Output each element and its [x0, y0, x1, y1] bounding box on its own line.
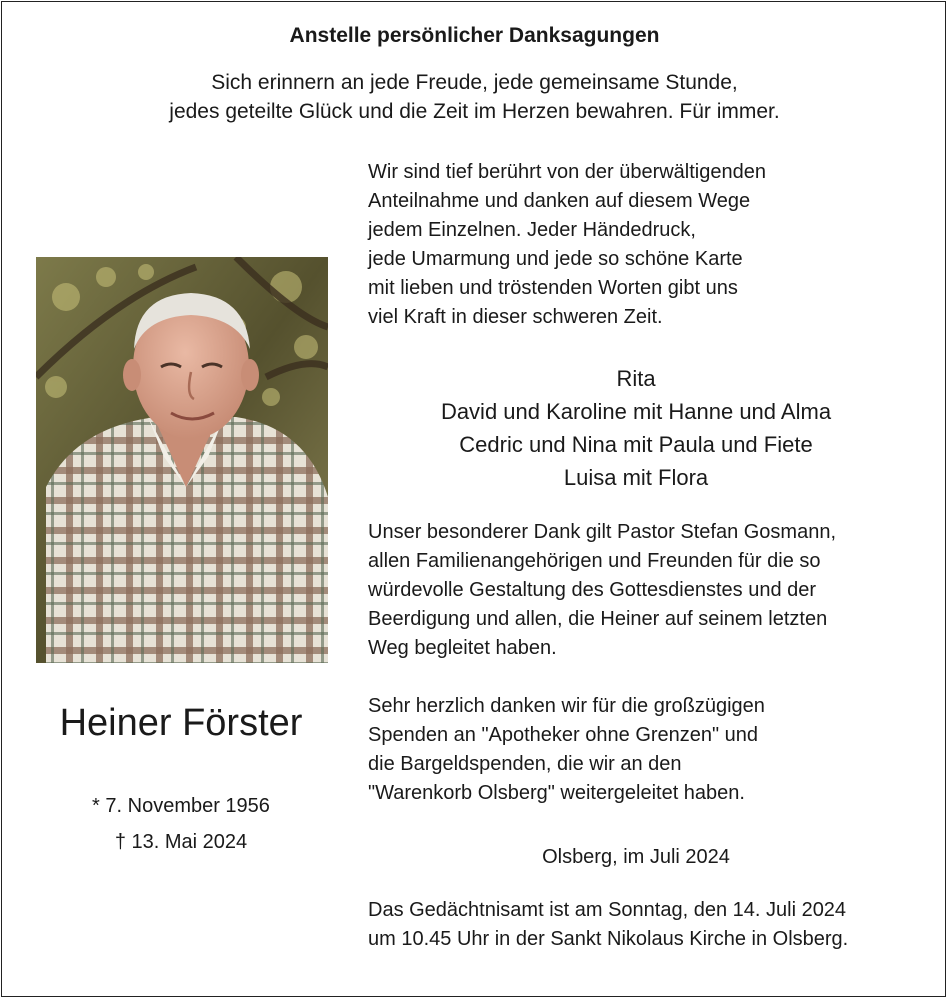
family-names: [336, 362, 936, 494]
special-thanks-line: Unser besonderer Dank gilt Pastor Stefan Gosmann,: [368, 521, 837, 543]
life-dates: [0, 788, 362, 860]
place-date: Olsberg, im Juli 2024: [542, 846, 730, 868]
special-thanks-line: würdevolle Gestaltung des Gottesdienstes und der: [368, 579, 817, 601]
donations-paragraph: [368, 692, 928, 808]
memorial-line: Das Gedächtnisamt ist am Sonntag, den 14. Juli 2024: [368, 899, 847, 921]
birth-date: * 7. November 1956: [92, 795, 270, 817]
thanks-line: jede Umarmung und jede so schöne Karte: [368, 248, 743, 270]
deceased-name: Heiner Förster: [59, 702, 303, 744]
memorial-quote: [0, 68, 949, 126]
portrait-photo: [36, 257, 328, 663]
quote-line: jedes geteilte Glück und die Zeit im Herzen bewahren. Für immer.: [169, 100, 780, 123]
thanks-line: jedem Einzelnen. Jeder Händedruck,: [368, 219, 696, 241]
death-date: † 13. Mai 2024: [114, 831, 248, 853]
memorial-line: um 10.45 Uhr in der Sankt Nikolaus Kirche in Olsberg.: [368, 928, 849, 950]
special-thanks-line: Beerdigung und allen, die Heiner auf seinem letzten: [368, 608, 828, 630]
quote-line: Sich erinnern an jede Freude, jede gemeinsame Stunde,: [211, 71, 738, 94]
family-line: Luisa mit Flora: [563, 465, 709, 490]
family-line: David und Karoline mit Hanne und Alma: [440, 399, 832, 424]
memorial-service-paragraph: [368, 896, 928, 954]
notice-heading: Anstelle persönlicher Danksagungen: [289, 24, 660, 47]
donations-line: Spenden an "Apotheker ohne Grenzen" und: [368, 724, 759, 746]
donations-line: "Warenkorb Olsberg" weitergeleitet haben.: [368, 782, 745, 804]
thanks-line: mit lieben und tröstenden Worten gibt uns: [368, 277, 738, 299]
thanks-line: Anteilnahme und danken auf diesem Wege: [368, 190, 751, 212]
donations-line: Sehr herzlich danken wir für die großzügigen: [368, 695, 765, 717]
special-thanks-line: Weg begleitet haben.: [368, 637, 557, 659]
special-thanks-line: allen Familienangehörigen und Freunden für die so: [368, 550, 821, 572]
special-thanks-paragraph: [368, 518, 928, 663]
family-line: Cedric und Nina mit Paula und Fiete: [459, 432, 813, 457]
donations-line: die Bargeldspenden, die wir an den: [368, 753, 682, 775]
family-line: Rita: [616, 366, 656, 391]
thanks-line: viel Kraft in dieser schweren Zeit.: [368, 306, 663, 328]
thanks-line: Wir sind tief berührt von der überwältigenden: [368, 161, 766, 183]
thanks-paragraph: [368, 158, 928, 332]
